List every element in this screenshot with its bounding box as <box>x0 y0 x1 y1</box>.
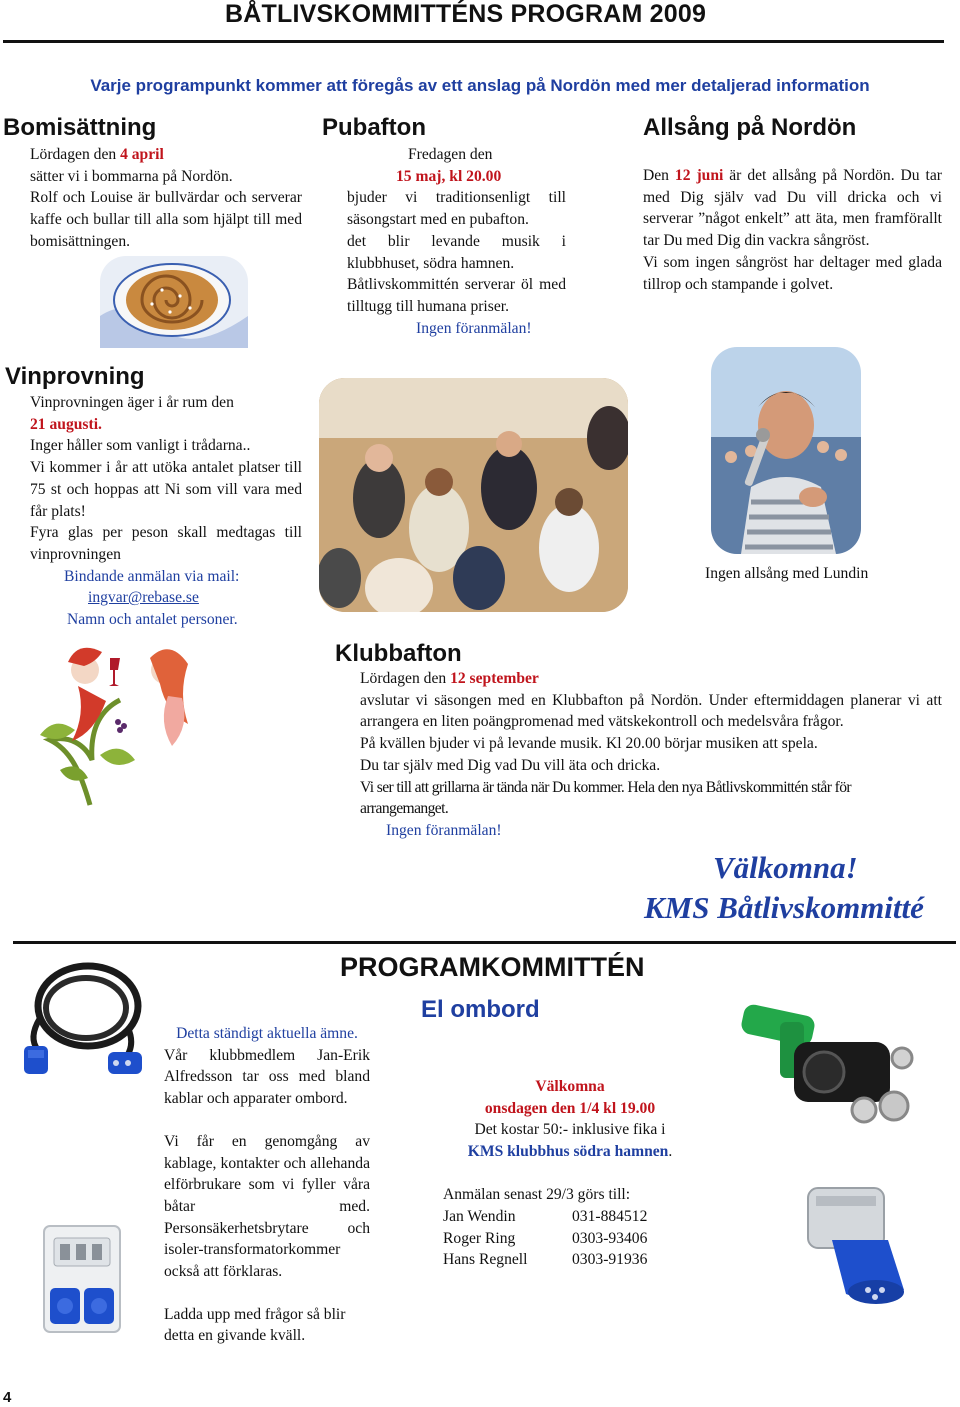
allsang-p1-rest: är det allsång på Nordön. Du tar med Dig själv vad Du vill dricka och vi serverar ”något enkelt” att äta, men framförallt tar Du med Dig din vackra sångröst. <box>643 167 942 250</box>
programkommitten-subheading: El ombord <box>421 996 540 1023</box>
page-title: BÅTLIVSKOMMITTÉNS PROGRAM 2009 <box>225 0 707 28</box>
cinnamon-bun-image <box>100 256 248 348</box>
cable-image <box>18 958 150 1078</box>
klubbafton-p2: På kvällen bjuder vi på levande musik. Kl 20.00 börjar musiken att spela. <box>360 735 818 753</box>
contact-phone: 0303-91936 <box>572 1251 648 1269</box>
pubafton-text2: det blir levande musik i klubbhuset, södra hamnen. <box>347 232 566 272</box>
allsang-caption: Ingen allsång med Lundin <box>705 565 869 582</box>
contact-name: Hans Regnell <box>443 1251 528 1269</box>
klubbafton-p3: Du tar själv med Dig vad Du vill äta och dricka. <box>360 756 661 774</box>
el-text2: Vi får en genomgång av kablage, kontakter och allehanda elförbrukare som vi fyller våra båtar med. Personsäkerhetsbrytare och isoler-transformatorkommer också att förklaras. <box>164 1132 370 1281</box>
klubbafton-heading: Klubbafton <box>335 640 462 667</box>
pubafton-no-signup: Ingen föranmälan! <box>416 319 532 337</box>
section-rule <box>13 941 956 944</box>
klubbafton-p4: Vi ser till att grillarna är tända när Du kommer. Hela den nya Båtlivskommittén står för arrangemanget. <box>360 778 852 818</box>
bomisattning-date: 4 april <box>120 146 164 163</box>
allsang-body <box>643 165 942 295</box>
pubafton-heading: Pubafton <box>322 114 426 141</box>
vinprovning-body <box>30 392 302 631</box>
power-plug-image <box>802 1180 914 1308</box>
el-place: KMS klubbhus södra hamnen <box>467 1143 669 1161</box>
dance-photo <box>319 378 628 612</box>
fuse-box-image <box>40 1222 124 1336</box>
bomisattning-date-prefix: Lördagen den <box>30 146 121 163</box>
el-intro: Vår klubbmedlem Jan-Erik Alfredsson tar oss med bland kablar och apparater ombord. <box>164 1046 370 1108</box>
allsang-p1-prefix: Den <box>643 167 675 184</box>
vinprovning-line3: Inger håller som vanligt i trådarna.. <box>30 437 251 455</box>
contact-phone: 031-884512 <box>572 1208 648 1225</box>
pubafton-body <box>347 144 566 339</box>
vinprovning-text2: Fyra glas per peson skall medtagas till vinprovningen <box>30 524 302 563</box>
el-text3: Ladda upp med frågor så blir detta en givande kväll. <box>164 1305 346 1345</box>
pubafton-date: 15 maj, kl 20.00 <box>396 167 502 185</box>
contact-name: Roger Ring <box>443 1229 516 1247</box>
vinprovning-line1: Vinprovningen äger i år rum den <box>30 394 234 411</box>
el-intro-blue: Detta ständigt aktuella ämne. <box>176 1025 358 1042</box>
contact-row <box>443 1228 647 1250</box>
el-welcome: Välkomna <box>535 1078 605 1095</box>
el-cost: Det kostar 50:- inklusive fika i <box>474 1121 666 1139</box>
pubafton-text1: bjuder vi traditionsenligt till säsongstart med en pubafton. <box>347 189 566 229</box>
vinprovning-text1: Vi kommer i år att utöka antalet platser till 75 st och hoppas att Ni som vill vara med får plats! <box>30 459 302 520</box>
el-event-info <box>440 1076 700 1163</box>
welcome-line2: KMS Båtlivskommitté <box>644 890 924 925</box>
el-signup: Anmälan senast 29/3 görs till: <box>443 1186 631 1203</box>
klubbafton-date: 12 september <box>450 670 539 687</box>
header-rule <box>3 40 944 43</box>
wine-illustration <box>30 640 210 810</box>
programkommitten-heading: PROGRAMKOMMITTÉN <box>340 952 645 982</box>
contact-phone: 0303-93406 <box>572 1229 648 1247</box>
main-switch-image <box>740 1002 930 1126</box>
vinprovning-heading: Vinprovning <box>5 363 145 390</box>
bomisattning-text: Rolf och Louise är bullvärdar och serverar kaffe och bullar till alla som hjälpt till med bomisättningen. <box>30 189 302 250</box>
allsang-heading: Allsång på Nordön <box>643 114 857 141</box>
singer-photo <box>711 347 861 554</box>
bomisattning-body <box>30 144 302 253</box>
klubbafton-p1: avslutar vi säsongen med en Klubbafton på Nordön. Under eftermiddagen planerar vi att arrangera en liten poängpromenad med vätskekontroll och medelsvåra frågor. <box>360 691 942 731</box>
el-place-dot: . <box>668 1143 673 1161</box>
page-number: 4 <box>3 1389 12 1406</box>
pubafton-text3: Båtlivskommittén serverar öl med tilltugg till humana priser. <box>347 276 566 315</box>
allsang-date: 12 juni <box>674 167 724 184</box>
vinprovning-names: Namn och antalet personer. <box>67 611 238 629</box>
allsang-p2: Vi som ingen sångröst har deltager med glada tillrop och stampande i golvet. <box>643 253 942 293</box>
el-date: onsdagen den 1/4 kl 19.00 <box>484 1099 656 1117</box>
contact-table <box>443 1206 647 1271</box>
vinprovning-signup: Bindande anmälan via mail: <box>64 567 240 585</box>
contact-row <box>443 1249 647 1271</box>
page-subtitle: Varje programpunkt kommer att föregås av ett anslag på Nordön med mer detaljerad information <box>90 76 870 95</box>
klubbafton-date-prefix: Lördagen den <box>360 670 451 687</box>
vinprovning-email-link[interactable]: ingvar@rebase.se <box>88 589 199 607</box>
klubbafton-no-signup: Ingen föranmälan! <box>386 821 502 839</box>
contact-row <box>443 1206 647 1228</box>
programkommitten-left-text <box>164 1023 370 1347</box>
welcome-line1: Välkomna! <box>713 850 858 885</box>
bomisattning-line2: sätter vi i bommarna på Nordön. <box>30 167 233 185</box>
vinprovning-date: 21 augusti. <box>30 415 102 433</box>
contact-name: Jan Wendin <box>443 1208 516 1225</box>
bomisattning-heading: Bomisättning <box>3 114 157 141</box>
pubafton-date-line: Fredagen den <box>408 146 493 163</box>
klubbafton-body <box>360 668 942 842</box>
